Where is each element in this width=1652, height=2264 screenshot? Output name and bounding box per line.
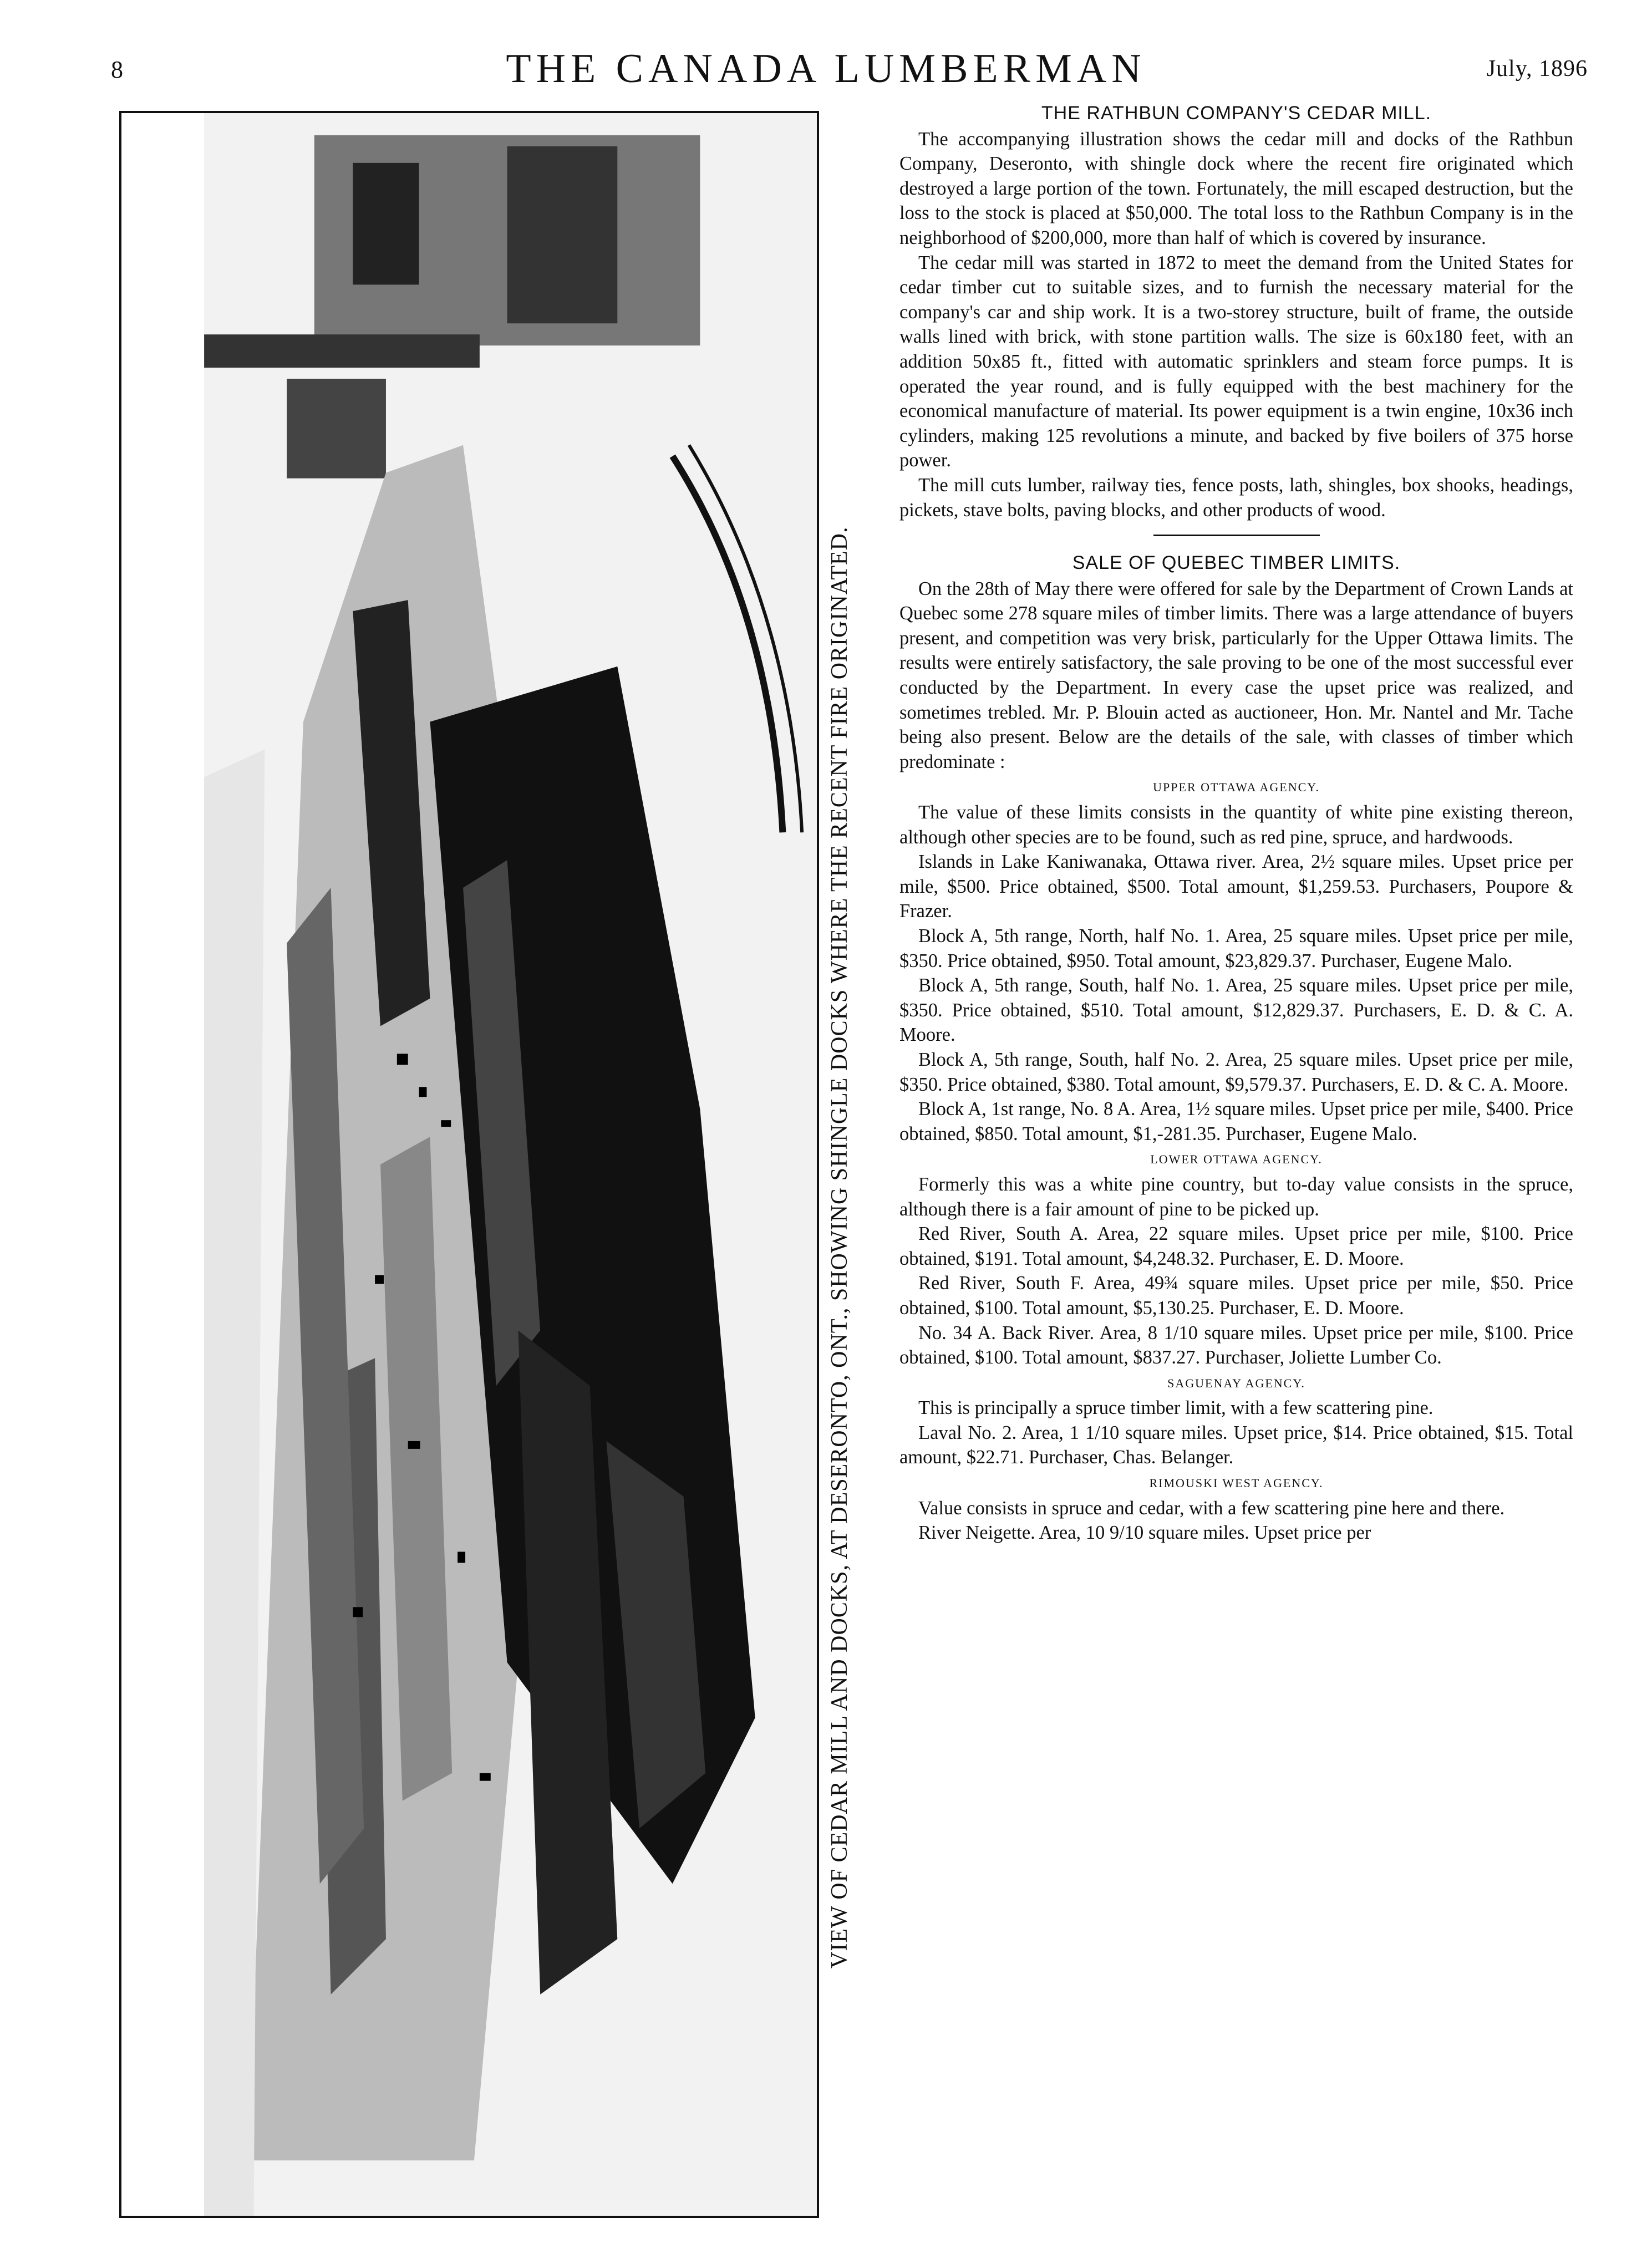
photo-illustration bbox=[121, 113, 817, 2216]
section-divider bbox=[1153, 535, 1320, 536]
article-title-cedar-mill: THE RATHBUN COMPANY'S CEDAR MILL. bbox=[1041, 103, 1432, 124]
sale-entry: No. 34 A. Back River. Area, 8 1/10 square miles. Upset price per mile, $100. Price obtained, $100. Total amount, $837.27. Purchaser, Joliette Lumber Co. bbox=[899, 1322, 1573, 1368]
sale-entry: Red River, South A. Area, 22 square miles. Upset price per mile, $100. Price obtained, $191. Total amount, $4,248.32. Purchaser, E. D. Moore. bbox=[899, 1223, 1573, 1269]
agency-heading: RIMOUSKI WEST AGENCY. bbox=[1149, 1476, 1324, 1490]
aerial-photograph-cedar-mill bbox=[119, 111, 819, 2218]
masthead-title: THE CANADA LUMBERMAN bbox=[506, 46, 1146, 91]
article-paragraph: Formerly this was a white pine country, but to-day value consists in the spruce, although there is a fair amount of pine to be picked up. bbox=[899, 1173, 1573, 1220]
sale-entry: Block A, 5th range, South, half No. 1. Area, 25 square miles. Upset price per mile, $350. Price obtained, $510. Total amount, $12,829.37. Purchasers, E. D. & C. A. Moore. bbox=[899, 975, 1573, 1046]
page-number: 8 bbox=[111, 56, 123, 83]
article-paragraph: On the 28th of May there were offered for sale by the Department of Crown Lands at Quebec some 278 square miles of timber limits. There was a large attendance of buyers present, and competition was very brisk, particularly for the Upper Ottawa limits. The results were entirely satisfactory, the sale proving to be one of the most successful ever conducted by the Department. In every case the upset price was realized, and sometimes trebled. Mr. P. Blouin acted as auctioneer, Hon. Mr. Nantel and Mr. Tache being also present. Below are the details of the sale, with classes of timber which predominate : bbox=[899, 578, 1573, 772]
sale-entry: Block A, 1st range, No. 8 A. Area, 1½ square miles. Upset price per mile, $400. Price obtained, $850. Total amount, $1,-281.35. Purchaser, Eugene Malo. bbox=[899, 1098, 1573, 1144]
sale-entry: Islands in Lake Kaniwanaka, Ottawa river. Area, 2½ square miles. Upset price per mile, $500. Price obtained, $500. Total amount, $1,259.53. Purchasers, Poupore & Frazer. bbox=[899, 851, 1573, 922]
article-paragraph: This is principally a spruce timber limit, with a few scattering pine. bbox=[918, 1397, 1434, 1419]
article-paragraph: The cedar mill was started in 1872 to meet the demand from the United States for cedar timber cut to suitable sizes, and to furnish the necessary material for the company's car and ship work. It is a two-storey structure, built of frame, the outside walls lined with brick, with stone partition walls. The size is 60x180 feet, with an addition 50x85 ft., fitted with automatic sprinklers and steam force pumps. It is operated the year round, and is fully equipped with the best machinery for the economical manufacture of material. Its power equipment is a twin engine, 10x36 inch cylinders, making 125 revolutions a minute, and backed by five boilers of 375 horse power. bbox=[899, 252, 1573, 471]
photo-caption-container bbox=[826, 83, 865, 1968]
article-paragraph: The value of these limits consists in the quantity of white pine existing thereon, although other species are to be found, such as red pine, spruce, and hardwoods. bbox=[899, 802, 1573, 848]
article-paragraph: The accompanying illustration shows the cedar mill and docks of the Rathbun Company, Deseronto, with shingle dock where the recent fire originated which destroyed a large portion of the town. Fortunately, the mill escaped destruction, but the loss to the stock is placed at $50,000. The total loss to the Rathbun Company is in the neighborhood of $200,000, more than half of which is covered by insurance. bbox=[899, 128, 1573, 248]
agency-heading: UPPER OTTAWA AGENCY. bbox=[1153, 780, 1320, 795]
agency-heading: LOWER OTTAWA AGENCY. bbox=[1150, 1152, 1323, 1167]
sale-entry: Red River, South F. Area, 49¾ square miles. Upset price per mile, $50. Price obtained, $100. Total amount, $5,130.25. Purchaser, E. D. Moore. bbox=[899, 1273, 1573, 1319]
article-paragraph: Value consists in spruce and cedar, with a few scattering pine here and there. bbox=[918, 1497, 1505, 1519]
sale-entry: Laval No. 2. Area, 1 1/10 square miles. Upset price, $14. Price obtained, $15. Total amount, $22.71. Purchaser, Chas. Belanger. bbox=[899, 1422, 1573, 1468]
sale-entry: River Neigette. Area, 10 9/10 square miles. Upset price per bbox=[918, 1522, 1371, 1544]
article-paragraph: The mill cuts lumber, railway ties, fence posts, lath, shingles, box shooks, headings, pickets, stave bolts, paving blocks, and other products of wood. bbox=[899, 474, 1573, 521]
article-title-timber-limits: SALE OF QUEBEC TIMBER LIMITS. bbox=[1072, 552, 1401, 574]
photo-caption: VIEW OF CEDAR MILL AND DOCKS, AT DESERONTO, ONT., SHOWING SHINGLE DOCKS WHERE THE RECENT FIRE ORIGINATED. bbox=[827, 526, 852, 1968]
sale-entry: Block A, 5th range, North, half No. 1. Area, 25 square miles. Upset price per mile, $350. Price obtained, $950. Total amount, $23,829.37. Purchaser, Eugene Malo. bbox=[899, 925, 1573, 971]
issue-date: July, 1896 bbox=[1486, 56, 1588, 82]
agency-heading: SAGUENAY AGENCY. bbox=[1167, 1376, 1305, 1390]
sale-entry: Block A, 5th range, South, half No. 2. Area, 25 square miles. Upset price per mile, $350. Price obtained, $380. Total amount, $9,579.37. Purchasers, E. D. & C. A. Moore. bbox=[899, 1049, 1573, 1095]
text-column bbox=[899, 99, 1573, 1545]
